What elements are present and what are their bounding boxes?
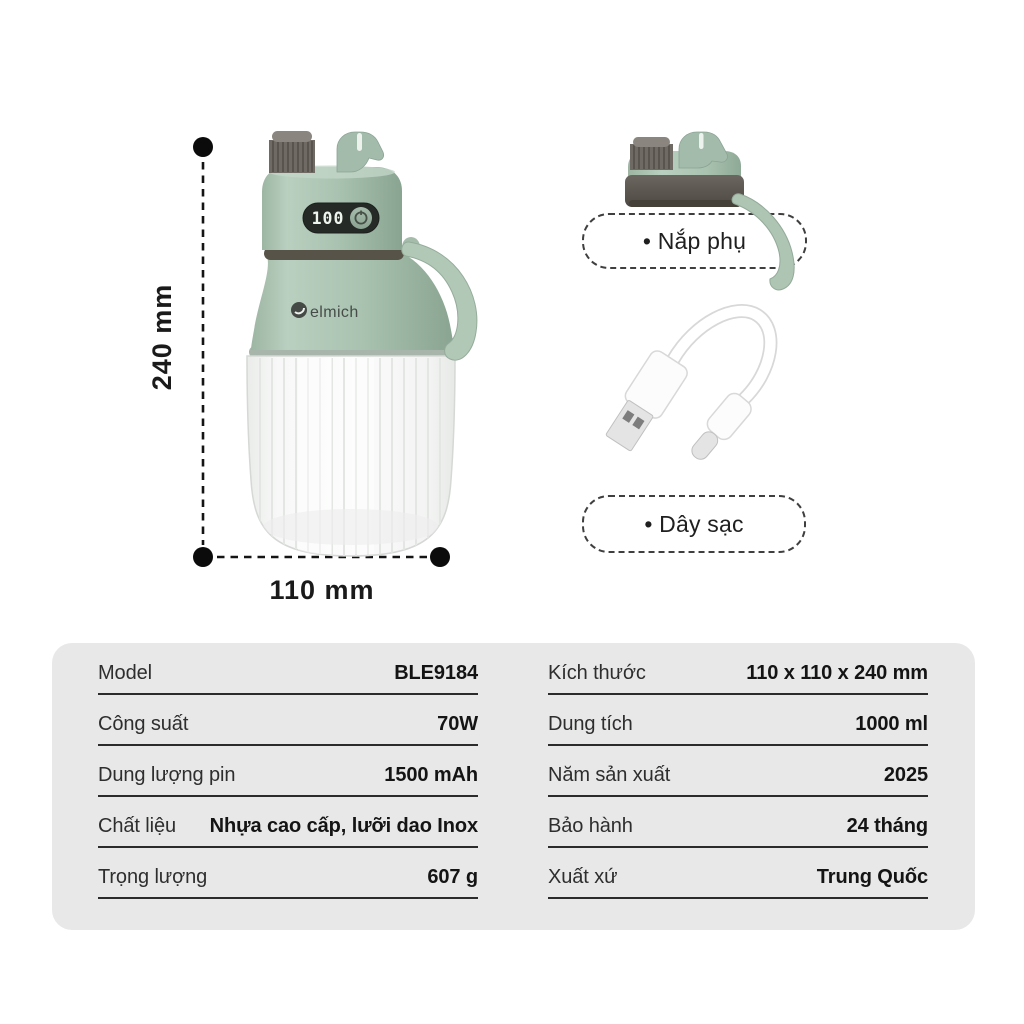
drinking-spout <box>337 132 384 172</box>
spec-value: 70W <box>437 713 478 735</box>
spec-label: Trọng lượng <box>98 866 208 888</box>
spec-row <box>98 661 478 695</box>
height-dimension-label: 240 mm <box>147 283 177 391</box>
spec-row <box>98 865 478 899</box>
spec-value: Nhựa cao cấp, lưỡi dao Inox <box>209 815 478 837</box>
spare-lid-strap <box>732 194 794 290</box>
height-dimension-line <box>193 137 213 545</box>
spec-row <box>548 865 928 899</box>
spec-value: 1500 mAh <box>384 764 478 786</box>
spec-value: 1000 ml <box>855 713 928 735</box>
spec-label: Công suất <box>98 713 189 735</box>
spec-label: Bảo hành <box>548 815 633 837</box>
spec-row <box>98 814 478 848</box>
spec-row <box>548 763 928 797</box>
spec-label: Model <box>98 662 152 684</box>
spec-value: Trung Quốc <box>816 866 928 888</box>
battery-display <box>303 203 379 233</box>
spec-row <box>98 712 478 746</box>
width-dimension-label: 110 mm <box>269 575 375 605</box>
spare-lid-image <box>575 125 815 310</box>
spec-column-left <box>98 661 478 930</box>
spec-label: Dung lượng pin <box>98 764 236 786</box>
spec-value: 110 x 110 x 240 mm <box>746 662 928 684</box>
blender-product-image <box>130 100 510 620</box>
spec-table <box>52 643 975 930</box>
battery-display-value: 100 <box>311 209 345 228</box>
spec-label: Xuất xứ <box>548 866 618 888</box>
speed-knob <box>269 131 315 173</box>
spec-value: 607 g <box>427 866 478 888</box>
spare-lid-label-text: • Nắp phụ <box>642 227 747 254</box>
spec-label: Kích thước <box>548 662 646 684</box>
spec-value: 24 tháng <box>846 815 928 837</box>
usb-a-connector <box>601 348 691 455</box>
spec-label: Dung tích <box>548 713 633 735</box>
spec-column-right <box>548 661 928 930</box>
spec-row <box>548 712 928 746</box>
spec-label: Chất liệu <box>98 815 177 837</box>
power-button <box>350 207 372 229</box>
spare-lid-base <box>625 175 744 207</box>
spec-label: Năm sản xuất <box>548 764 671 786</box>
spec-row <box>548 661 928 695</box>
spare-lid-knob <box>630 137 673 170</box>
charging-cable-image <box>580 295 810 495</box>
blender-jar <box>247 356 455 556</box>
charging-cable-label-text: • Dây sạc <box>644 510 744 537</box>
spec-row <box>98 763 478 797</box>
spec-value: BLE9184 <box>394 662 478 684</box>
spec-row <box>548 814 928 848</box>
charging-cable-label <box>582 495 806 553</box>
brand-logo-text: elmich <box>310 304 359 321</box>
spec-value: 2025 <box>883 764 928 786</box>
usb-c-connector <box>684 390 754 466</box>
cable-cord <box>673 311 770 399</box>
blender-body <box>251 253 454 350</box>
